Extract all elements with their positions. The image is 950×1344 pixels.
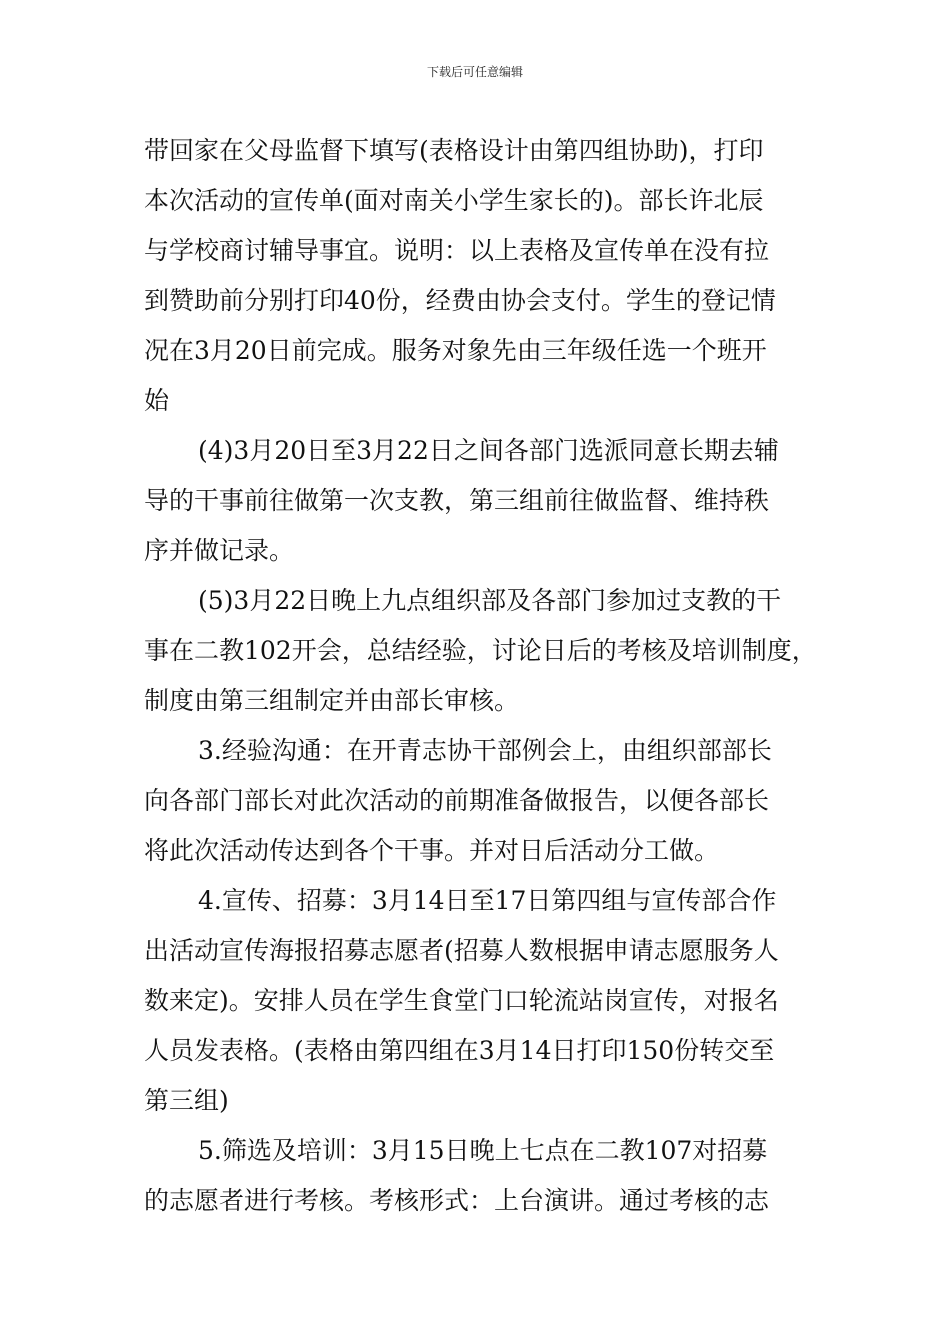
text-line: 序并做记录。 bbox=[144, 536, 295, 565]
paragraph-start-line: 4.宣传、招募：3月14日至17日第四组与宣传部合作 bbox=[198, 886, 777, 915]
text-line: 出活动宣传海报招募志愿者(招募人数根据申请志愿服务人 bbox=[144, 936, 779, 965]
text-line: 人员发表格。(表格由第四组在3月14日打印150份转交至 bbox=[144, 1036, 775, 1065]
paragraph-start-line: (5)3月22日晚上九点组织部及各部门参加过支教的干 bbox=[198, 586, 782, 615]
text-line: 的志愿者进行考核。考核形式：上台演讲。通过考核的志 bbox=[144, 1186, 770, 1215]
text-line: 始 bbox=[144, 386, 170, 415]
text-line: 将此次活动传达到各个干事。并对日后活动分工做。 bbox=[144, 836, 720, 865]
text-line: 带回家在父母监督下填写(表格设计由第四组协助)，打印 bbox=[144, 136, 764, 165]
text-line: 制度由第三组制定并由部长审核。 bbox=[144, 686, 520, 715]
page-header: 下载后可任意编辑 bbox=[426, 65, 523, 79]
text-line: 与学校商讨辅导事宜。说明：以上表格及宣传单在没有拉 bbox=[144, 236, 770, 265]
text-line: 第三组) bbox=[144, 1086, 229, 1115]
text-line: 本次活动的宣传单(面对南关小学生家长的)。部长许北辰 bbox=[144, 186, 764, 215]
text-line: 向各部门部长对此次活动的前期准备做报告，以便各部长 bbox=[144, 786, 770, 815]
document-body bbox=[144, 126, 817, 1226]
text-line: 到赞助前分别打印40份，经费由协会支付。学生的登记情 bbox=[144, 286, 776, 315]
text-line: 导的干事前往做第一次支教，第三组前往做监督、维持秩 bbox=[144, 486, 770, 515]
text-line: 数来定)。安排人员在学生食堂门口轮流站岗宣传，对报名 bbox=[144, 986, 779, 1015]
paragraph-start-line: 3.经验沟通：在开青志协干部例会上，由组织部部长 bbox=[198, 736, 772, 765]
paragraph-start-line: (4)3月20日至3月22日之间各部门选派同意长期去辅 bbox=[198, 436, 779, 465]
paragraph-start-line: 5.筛选及培训：3月15日晚上七点在二教107对招募 bbox=[198, 1136, 768, 1165]
text-line: 况在3月20日前完成。服务对象先由三年级任选一个班开 bbox=[144, 336, 767, 365]
text-line: 事在二教102开会，总结经验，讨论日后的考核及培训制度， bbox=[144, 636, 817, 665]
